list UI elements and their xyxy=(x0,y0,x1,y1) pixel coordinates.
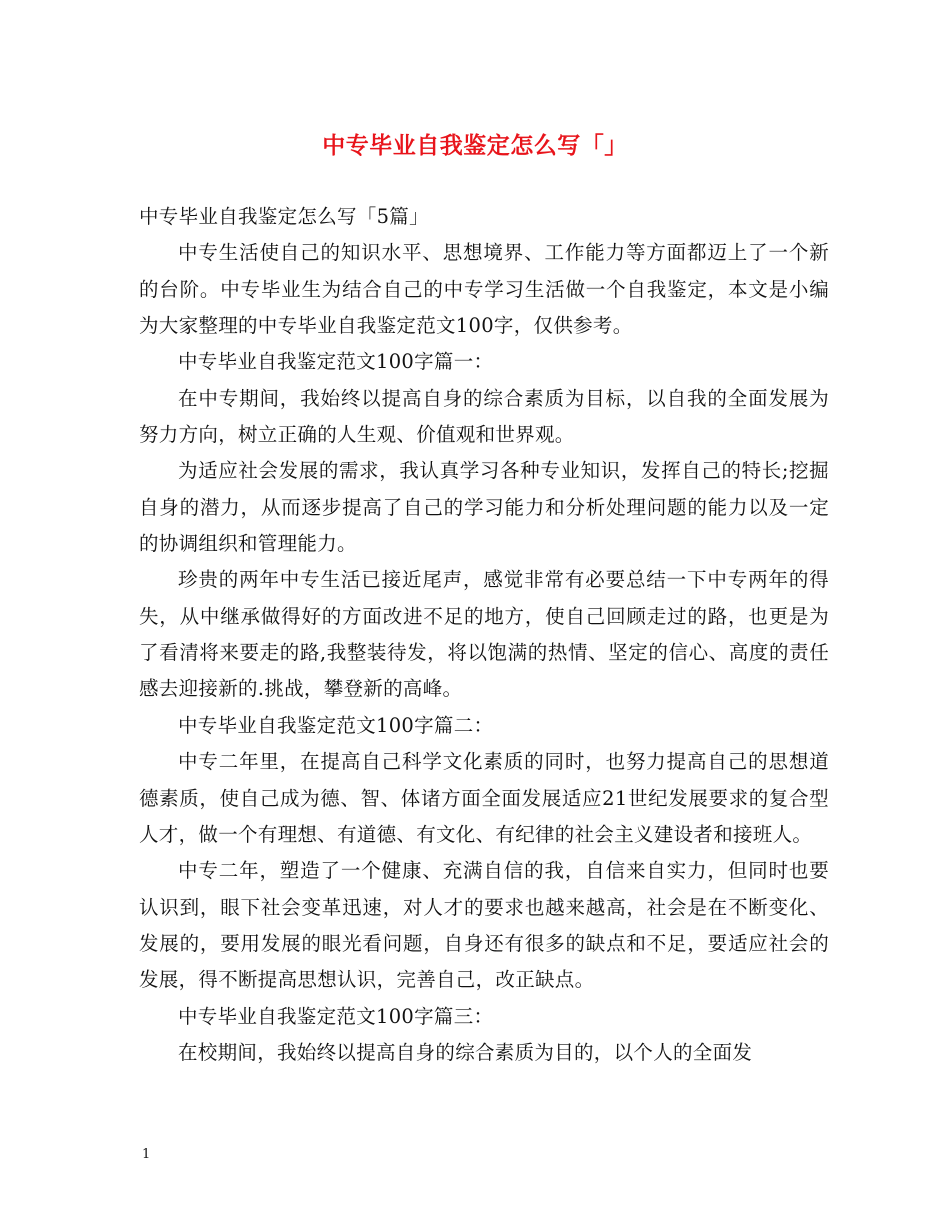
section-heading-3: 中专毕业自我鉴定范文100字篇三： xyxy=(178,1004,494,1028)
paragraph-1a: 在中专期间，我始终以提高自身的综合素质为目标，以自我的全面发展为努力方向，树立正确的人生观、价值观和世界观。 xyxy=(139,386,829,447)
document-title: 中专毕业自我鉴定怎么写「」 xyxy=(322,132,628,159)
subtitle-line: 中专毕业自我鉴定怎么写「5篇」 xyxy=(139,205,429,228)
intro-paragraph: 中专生活使自己的知识水平、思想境界、工作能力等方面都迈上了一个新的台阶。中专毕业生为结合自己的中专学习生活做一个自我鉴定，本文是小编为大家整理的中专毕业自我鉴定范文100字，仅供参考。 xyxy=(139,241,829,338)
paragraph-1c: 珍贵的两年中专生活已接近尾声，感觉非常有必要总结一下中专两年的得失，从中继承做得好的方面改进不足的地方，使自己回顾走过的路，也更是为了看清将来要走的路,我整装待发，将以饱满的热情、坚定的信心、高度的责任感去迎接新的.挑战，攀登新的高峰。 xyxy=(139,568,829,701)
document-body xyxy=(139,199,829,1071)
paragraph-1b: 为适应社会发展的需求，我认真学习各种专业知识，发挥自己的特长;挖掘自身的潜力，从而逐步提高了自己的学习能力和分析处理问题的能力以及一定的协调组织和管理能力。 xyxy=(139,459,829,556)
paragraph-3a: 在校期间，我始终以提高自身的综合素质为目的，以个人的全面发 xyxy=(178,1040,753,1064)
paragraph-2b: 中专二年，塑造了一个健康、充满自信的我，自信来自实力，但同时也要认识到，眼下社会变革迅速，对人才的要求也越来越高，社会是在不断变化、发展的，要用发展的眼光看问题，自身还有很多的缺点和不足，要适应社会的发展，得不断提高思想认识，完善自己，改正缺点。 xyxy=(139,859,829,992)
paragraph-2a: 中专二年里，在提高自己科学文化素质的同时，也努力提高自己的思想道德素质，使自己成为德、智、体诸方面全面发展适应21世纪发展要求的复合型人才，做一个有理想、有道德、有文化、有纪律的社会主义建设者和接班人。 xyxy=(139,750,829,846)
page-number: 1 xyxy=(142,1147,151,1162)
section-heading-1: 中专毕业自我鉴定范文100字篇一： xyxy=(178,350,494,374)
section-heading-2: 中专毕业自我鉴定范文100字篇二： xyxy=(178,713,494,737)
